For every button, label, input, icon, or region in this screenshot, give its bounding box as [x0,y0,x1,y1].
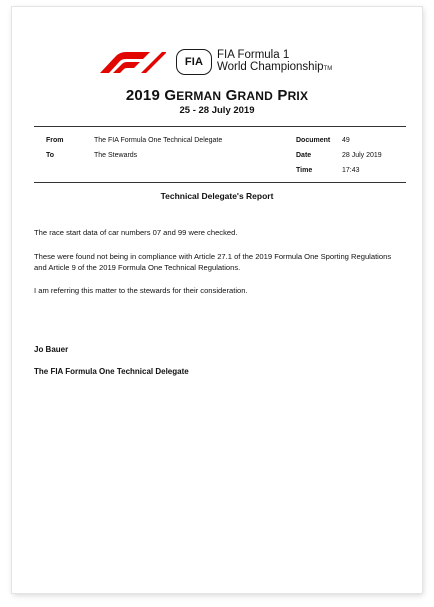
to-value: The Stewards [94,152,138,159]
date-label: Date [296,152,312,159]
document-page [12,7,422,593]
championship-line-1: FIA Formula 1 [217,49,290,61]
body-paragraph: The race start data of car numbers 07 and 99 were checked. [34,228,238,237]
document-value: 49 [342,137,350,144]
event-dates: 25 - 28 July 2019 [179,105,255,116]
championship-wordmark [217,49,332,75]
from-label: From [46,137,64,144]
event-year: 2019 [125,87,160,104]
championship-line-2: World Championship [217,61,324,73]
to-label: To [46,152,55,159]
time-label: Time [296,167,313,174]
header-logo [96,45,356,79]
signatory-name: Jo Bauer [34,345,69,354]
event-title [12,87,422,104]
event-name-prix: PRIX [277,87,309,104]
fia-logo-icon [176,49,212,75]
report-title: Technical Delegate's Report [160,191,274,201]
date-value: 28 July 2019 [342,152,382,159]
event-name-german: GERMAN [164,87,222,104]
signatory-title: The FIA Formula One Technical Delegate [34,367,189,376]
event-name-grand: GRAND [225,87,273,104]
body-paragraph: These were found not being in compliance with Article 27.1 of the 2019 Formula One Sporting Regulations and Article 9 of the 2019 Formula One Technical Regulations. [34,252,392,272]
body-paragraph: I am referring this matter to the stewards for their consideration. [34,286,248,295]
f1-logo-icon [96,51,166,73]
document-label: Document [296,137,331,144]
fia-logo-text: FIA [184,56,204,68]
time-value: 17:43 [342,167,360,174]
document-header-table [34,126,406,183]
from-value: The FIA Formula One Technical Delegate [94,137,223,144]
trademark-mark: TM [323,66,333,72]
